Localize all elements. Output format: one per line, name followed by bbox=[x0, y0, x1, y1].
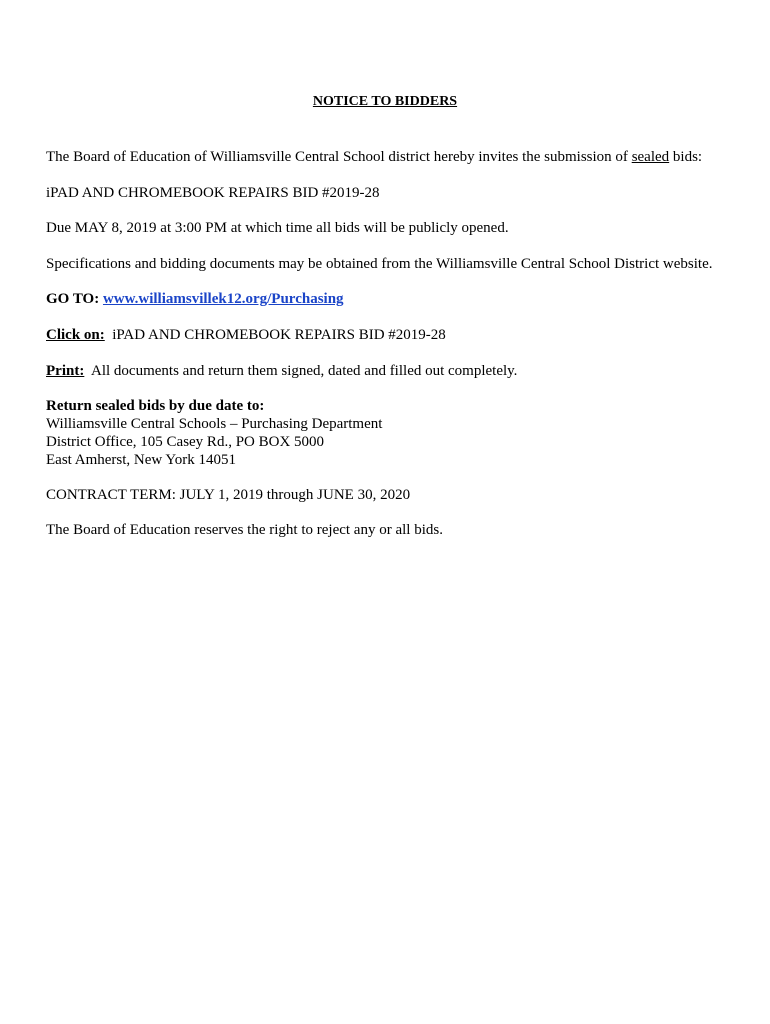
return-address-line-3: East Amherst, New York 14051 bbox=[46, 452, 236, 468]
return-heading: Return sealed bids by due date to: bbox=[46, 398, 265, 414]
goto-line bbox=[46, 290, 344, 308]
specifications-paragraph: Specifications and bidding documents may be obtained from the Williamsville Central School District website. bbox=[46, 256, 713, 272]
document-title: NOTICE TO BIDDERS bbox=[312, 94, 458, 109]
reserve-right-paragraph: The Board of Education reserves the right to reject any or all bids. bbox=[46, 522, 443, 538]
click-on-text: iPAD AND CHROMEBOOK REPAIRS BID #2019-28 bbox=[112, 327, 446, 343]
return-block bbox=[46, 397, 382, 469]
return-address-line-2: District Office, 105 Casey Rd., PO BOX 5000 bbox=[46, 434, 325, 450]
due-date-paragraph: Due MAY 8, 2019 at 3:00 PM at which time all bids will be publicly opened. bbox=[46, 220, 509, 236]
print-text: All documents and return them signed, dated and filled out completely. bbox=[91, 363, 518, 379]
print-line bbox=[46, 362, 517, 380]
intro-underlined-word: sealed bbox=[631, 149, 670, 165]
return-address-line-1: Williamsville Central Schools – Purchasing Department bbox=[46, 416, 383, 432]
purchasing-link[interactable]: www.williamsvillek12.org/Purchasing bbox=[102, 291, 344, 307]
goto-label: GO TO: bbox=[46, 291, 100, 307]
print-label: Print: bbox=[46, 363, 85, 379]
intro-paragraph bbox=[46, 148, 702, 166]
intro-text-after: bids: bbox=[669, 149, 703, 165]
click-on-line bbox=[46, 326, 446, 344]
bid-name: iPAD AND CHROMEBOOK REPAIRS BID #2019-28 bbox=[46, 185, 380, 201]
click-on-label: Click on: bbox=[46, 327, 105, 343]
intro-text-before: The Board of Education of Williamsville Central School district hereby invites the submission of bbox=[46, 149, 632, 165]
contract-term: CONTRACT TERM: JULY 1, 2019 through JUNE 30, 2020 bbox=[46, 487, 411, 503]
